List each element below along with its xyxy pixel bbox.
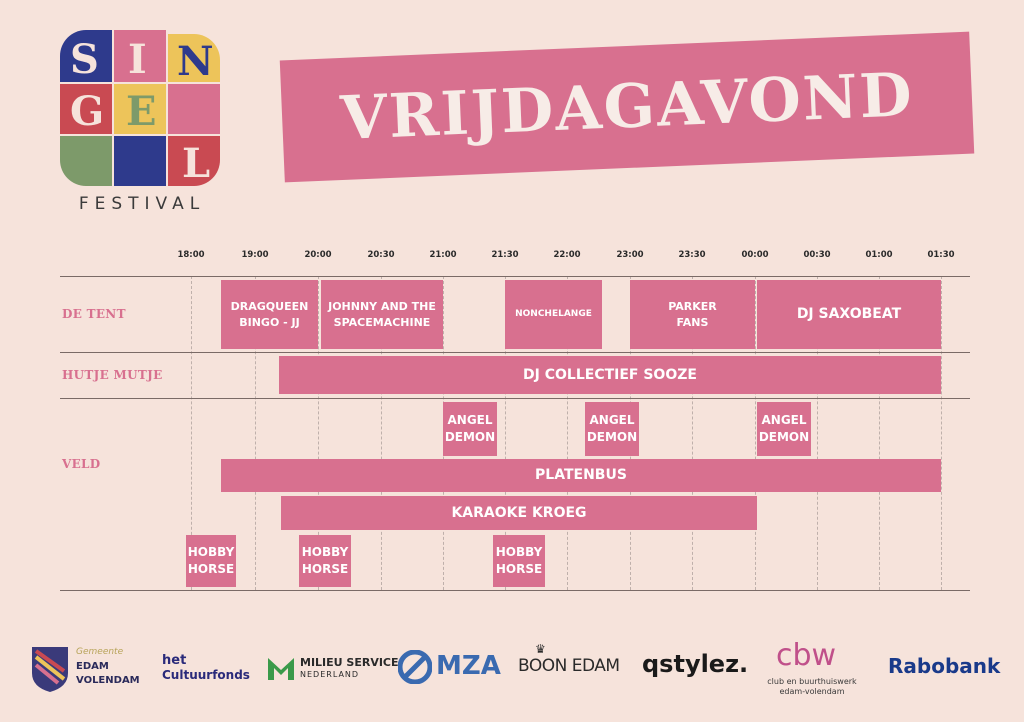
time-label: 22:00 — [553, 250, 581, 260]
mza-logo-mark — [398, 650, 432, 684]
milieu-service-logo — [266, 654, 296, 682]
grid-line — [755, 276, 756, 590]
row-divider — [60, 590, 970, 591]
shield-icon — [30, 645, 70, 693]
logo-letter-l: L — [182, 140, 211, 187]
festival-logo — [60, 30, 222, 190]
act-block-parker-fans[interactable]: PARKER FANS — [630, 280, 755, 349]
stage-label-tent: DE TENT — [62, 307, 126, 321]
gemeente-logo — [30, 645, 70, 693]
act-block-hobby-horse[interactable]: HOBBY HORSE — [493, 535, 545, 587]
logo-letter-i: I — [128, 36, 147, 83]
act-block-karaoke-kroeg[interactable]: KARAOKE KROEG — [281, 496, 757, 530]
milieu-service-name: MILIEU SERVICE — [300, 656, 399, 669]
cbw-subtitle: club en buurthuiswerk edam-volendam — [767, 677, 857, 697]
act-block-angel-demon[interactable]: ANGEL DEMON — [585, 402, 639, 456]
ampersand-icon — [398, 650, 432, 684]
act-block-dragqueen-bingo[interactable]: DRAGQUEEN BINGO - JJ — [221, 280, 318, 349]
stage-label-hutje-mutje: HUTJE MUTJE — [62, 368, 163, 382]
row-divider — [60, 352, 970, 353]
time-label: 01:00 — [865, 250, 893, 260]
time-label: 21:00 — [429, 250, 457, 260]
gemeente-label: Gemeente — [76, 647, 124, 657]
act-block-hobby-horse[interactable]: HOBBY HORSE — [186, 535, 236, 587]
time-label: 23:30 — [678, 250, 706, 260]
logo-letter-s: S — [70, 36, 99, 83]
act-block-angel-demon[interactable]: ANGEL DEMON — [757, 402, 811, 456]
act-block-nonchelange[interactable]: NONCHELANGE — [505, 280, 602, 349]
festival-subtitle: FESTIVAL — [78, 194, 206, 214]
stage-label-veld: VELD — [62, 457, 101, 471]
time-label: 00:00 — [741, 250, 769, 260]
time-label: 01:30 — [927, 250, 955, 260]
time-label: 18:00 — [177, 250, 205, 260]
cultuurfonds-name: Cultuurfonds — [162, 668, 250, 682]
logo-letter-g: G — [70, 88, 105, 135]
logo-letter-n: N — [177, 38, 214, 85]
gemeente-name: EDAM VOLENDAM — [76, 661, 140, 686]
m-mark-icon — [266, 654, 296, 682]
act-block-angel-demon[interactable]: ANGEL DEMON — [443, 402, 497, 456]
time-label: 19:00 — [241, 250, 269, 260]
cbw-name: cbw — [776, 638, 837, 673]
time-label: 00:30 — [803, 250, 831, 260]
grid-line — [941, 276, 942, 590]
crown-icon: ♛ — [535, 642, 546, 656]
rabobank-name: Rabobank — [888, 654, 1001, 678]
row-divider — [60, 276, 970, 277]
act-block-johnny-spacemachine[interactable]: JOHNNY AND THE SPACEMACHINE — [321, 280, 443, 349]
logo-letter-e: E — [126, 88, 157, 135]
act-block-dj-saxobeat[interactable]: DJ SAXOBEAT — [757, 280, 941, 349]
row-divider — [60, 398, 970, 399]
boon-edam-name: BOON EDAM — [518, 656, 620, 676]
act-block-dj-collectief-sooze[interactable]: DJ COLLECTIEF SOOZE — [279, 356, 941, 394]
time-label: 23:00 — [616, 250, 644, 260]
page-title: VRIJDAGAVOND — [339, 60, 915, 154]
cultuurfonds-het: het — [162, 653, 187, 668]
time-label: 21:30 — [491, 250, 519, 260]
qstylez-name: qstylez. — [642, 650, 749, 678]
time-label: 20:00 — [304, 250, 332, 260]
mza-name: MZA — [436, 651, 501, 681]
milieu-service-sub: NEDERLAND — [300, 670, 360, 679]
time-label: 20:30 — [367, 250, 395, 260]
act-block-platenbus[interactable]: PLATENBUS — [221, 459, 941, 492]
act-block-hobby-horse[interactable]: HOBBY HORSE — [299, 535, 351, 587]
